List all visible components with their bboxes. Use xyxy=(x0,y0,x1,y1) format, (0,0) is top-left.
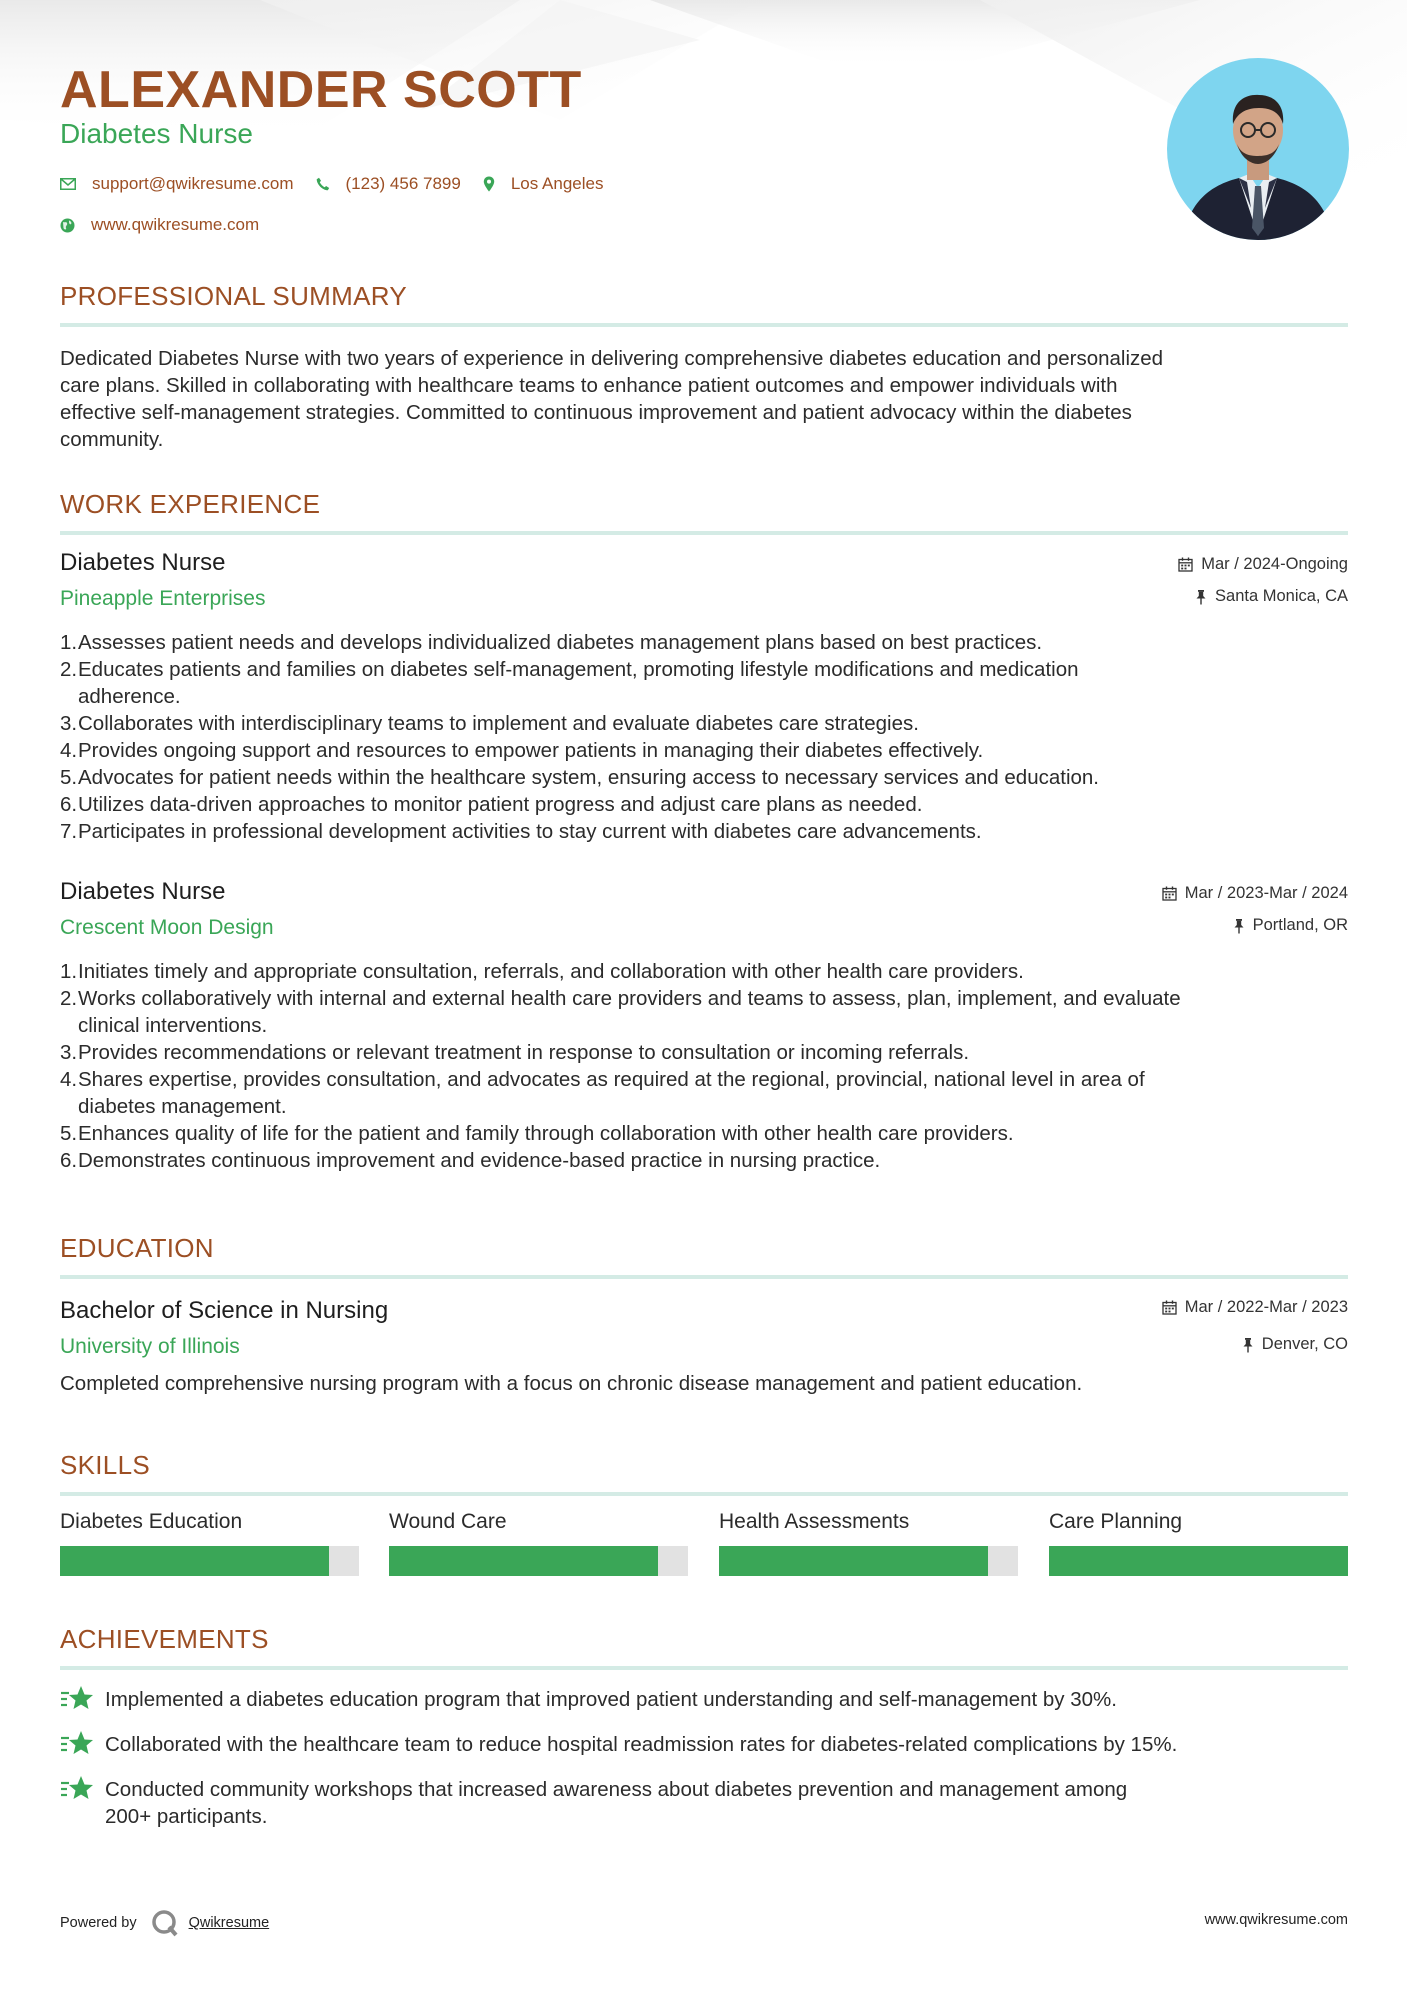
education-location-text: Denver, CO xyxy=(1261,1335,1348,1353)
star-badge-icon xyxy=(60,1684,94,1714)
duty-item: 5. Enhances quality of life for the patient and family through collaboration with other health care providers. xyxy=(60,1122,1014,1145)
skill-bar-fill xyxy=(1049,1546,1348,1576)
website-item[interactable] xyxy=(60,215,259,235)
skill-bar-fill xyxy=(389,1546,658,1576)
resume-page xyxy=(60,0,1348,1990)
job-date-text: Mar / 2024-Ongoing xyxy=(1201,555,1348,573)
phone-icon xyxy=(316,177,330,191)
email-text: support@qwikresume.com xyxy=(92,174,294,193)
star-badge-icon xyxy=(60,1729,94,1759)
location-item xyxy=(483,174,604,194)
skill-label: Care Planning xyxy=(1049,1510,1183,1533)
achievement-line: Implemented a diabetes education program that improved patient understanding and self-management by 30%. xyxy=(105,1688,1117,1711)
summary-line: community. xyxy=(60,428,164,451)
footer-url[interactable]: www.qwikresume.com xyxy=(1204,1912,1348,1928)
section-divider xyxy=(60,323,1348,327)
duty-item: clinical interventions. xyxy=(78,1014,268,1037)
achievement-line: Conducted community workshops that increased awareness about diabetes prevention and management among xyxy=(105,1778,1128,1801)
job-title: Diabetes Nurse xyxy=(60,878,226,905)
pushpin-icon xyxy=(1233,918,1245,934)
achievement-item xyxy=(60,1731,1348,1759)
skill-bar-fill xyxy=(719,1546,988,1576)
degree: Bachelor of Science in Nursing xyxy=(60,1297,389,1324)
duty-item: 7. Participates in professional development activities to stay current with diabetes care advancements. xyxy=(60,820,982,843)
skills-section xyxy=(60,1450,1348,1496)
section-divider xyxy=(60,1275,1348,1279)
footer xyxy=(60,1903,1348,1937)
duty-item: 4. Shares expertise, provides consultation, and advocates as required at the regional, provincial, national level in area of xyxy=(60,1068,1145,1091)
envelope-icon xyxy=(60,178,76,190)
skills-heading: SKILLS xyxy=(60,1450,150,1480)
location-text: Los Angeles xyxy=(510,174,604,193)
achievement-item xyxy=(60,1686,1348,1714)
contact-row xyxy=(60,174,625,194)
skill-item xyxy=(389,1510,688,1534)
powered-by xyxy=(60,1909,269,1937)
job-date xyxy=(1162,884,1348,903)
achievements-heading: ACHIEVEMENTS xyxy=(60,1624,269,1654)
duty-item: 4. Provides ongoing support and resources to empower patients in managing their diabetes effectively. xyxy=(60,739,984,762)
website-row xyxy=(60,215,281,235)
phone-item[interactable] xyxy=(316,174,461,194)
job-location xyxy=(1195,587,1348,606)
summary-line: effective self-management strategies. Committed to continuous improvement and patient advocacy within the diabetes xyxy=(60,401,1132,424)
skill-label: Health Assessments xyxy=(719,1510,910,1533)
phone-text: (123) 456 7899 xyxy=(345,174,461,193)
job-duties xyxy=(60,958,1348,1174)
skill-bar-fill xyxy=(60,1546,329,1576)
school: University of Illinois xyxy=(60,1335,240,1358)
duty-item: diabetes management. xyxy=(78,1095,287,1118)
calendar-icon xyxy=(1178,557,1193,572)
education-heading: EDUCATION xyxy=(60,1233,214,1263)
calendar-icon xyxy=(1162,1300,1177,1315)
duty-item: 6. Utilizes data-driven approaches to monitor patient progress and adjust care plans as needed. xyxy=(60,793,923,816)
qwikresume-link[interactable]: Qwikresume xyxy=(188,1915,270,1931)
job-date-text: Mar / 2023-Mar / 2024 xyxy=(1184,884,1348,902)
skill-bar-track xyxy=(389,1546,688,1576)
duty-item: 1. Initiates timely and appropriate consultation, referrals, and collaboration with other health care providers. xyxy=(60,960,1024,983)
calendar-icon xyxy=(1162,886,1177,901)
star-badge-icon xyxy=(60,1774,94,1804)
achievement-line: 200+ participants. xyxy=(105,1805,268,1828)
qwikresume-logo-icon xyxy=(151,1909,179,1937)
duty-item: 3. Provides recommendations or relevant treatment in response to consultation or incoming referrals. xyxy=(60,1041,970,1064)
skill-item xyxy=(719,1510,1018,1534)
skill-bar-track xyxy=(719,1546,1018,1576)
profile-photo xyxy=(1167,58,1349,240)
achievements-list xyxy=(60,1686,1348,1830)
skill-label: Wound Care xyxy=(389,1510,507,1533)
experience-section xyxy=(60,489,1348,535)
education-date-text: Mar / 2022-Mar / 2023 xyxy=(1184,1298,1348,1316)
section-divider xyxy=(60,1492,1348,1496)
education-date xyxy=(1162,1298,1348,1317)
skill-bar-track xyxy=(1049,1546,1348,1576)
skill-item xyxy=(60,1510,359,1534)
email-item[interactable] xyxy=(60,174,294,194)
globe-icon xyxy=(60,218,75,233)
achievements-section xyxy=(60,1624,1348,1670)
duty-item: 2. Works collaboratively with internal and external health care providers and teams to assess, plan, implement, and evaluate xyxy=(60,987,1181,1010)
summary-line: Dedicated Diabetes Nurse with two years of experience in delivering comprehensive diabetes education and personalized xyxy=(60,347,1164,370)
job-location-text: Santa Monica, CA xyxy=(1215,587,1348,605)
achievement-item xyxy=(60,1776,1348,1830)
job-date xyxy=(1178,555,1348,574)
summary-text xyxy=(60,345,1348,453)
summary-heading: PROFESSIONAL SUMMARY xyxy=(60,281,407,311)
pushpin-icon xyxy=(1195,589,1207,605)
achievement-line: Collaborated with the healthcare team to reduce hospital readmission rates for diabetes-related complications by 15%. xyxy=(105,1733,1178,1756)
job-company: Crescent Moon Design xyxy=(60,916,274,939)
candidate-title: Diabetes Nurse xyxy=(60,118,253,149)
job-location xyxy=(1233,916,1348,935)
map-pin-icon xyxy=(483,176,495,192)
summary-section xyxy=(60,281,1348,453)
job-location-text: Portland, OR xyxy=(1252,916,1348,934)
candidate-name: ALEXANDER SCOTT xyxy=(60,61,582,119)
experience-heading: WORK EXPERIENCE xyxy=(60,489,321,519)
duty-item: adherence. xyxy=(78,685,181,708)
skill-bar-track xyxy=(60,1546,359,1576)
skill-label: Diabetes Education xyxy=(60,1510,243,1533)
section-divider xyxy=(60,1666,1348,1670)
pushpin-icon xyxy=(1242,1337,1254,1353)
job-duties xyxy=(60,629,1348,845)
duty-item: 6. Demonstrates continuous improvement and evidence-based practice in nursing practice. xyxy=(60,1149,881,1172)
summary-line: care plans. Skilled in collaborating with healthcare teams to enhance patient outcomes and empower individuals with xyxy=(60,374,1118,397)
website-text: www.qwikresume.com xyxy=(91,215,260,234)
powered-by-label: Powered by xyxy=(60,1915,137,1931)
education-section xyxy=(60,1233,1348,1279)
duty-item: 5. Advocates for patient needs within the healthcare system, ensuring access to necessary services and education. xyxy=(60,766,1100,789)
job-company: Pineapple Enterprises xyxy=(60,587,266,610)
section-divider xyxy=(60,531,1348,535)
education-location xyxy=(1242,1335,1348,1354)
duty-item: 2. Educates patients and families on diabetes self-management, promoting lifestyle modifications and medication xyxy=(60,658,1079,681)
duty-item: 3. Collaborates with interdisciplinary teams to implement and evaluate diabetes care strategies. xyxy=(60,712,919,735)
education-description: Completed comprehensive nursing program with a focus on chronic disease management and patient education. xyxy=(60,1372,1083,1395)
skill-item xyxy=(1049,1510,1348,1534)
duty-item: 1. Assesses patient needs and develops individualized diabetes management plans based on best practices. xyxy=(60,631,1043,654)
job-title: Diabetes Nurse xyxy=(60,549,226,576)
